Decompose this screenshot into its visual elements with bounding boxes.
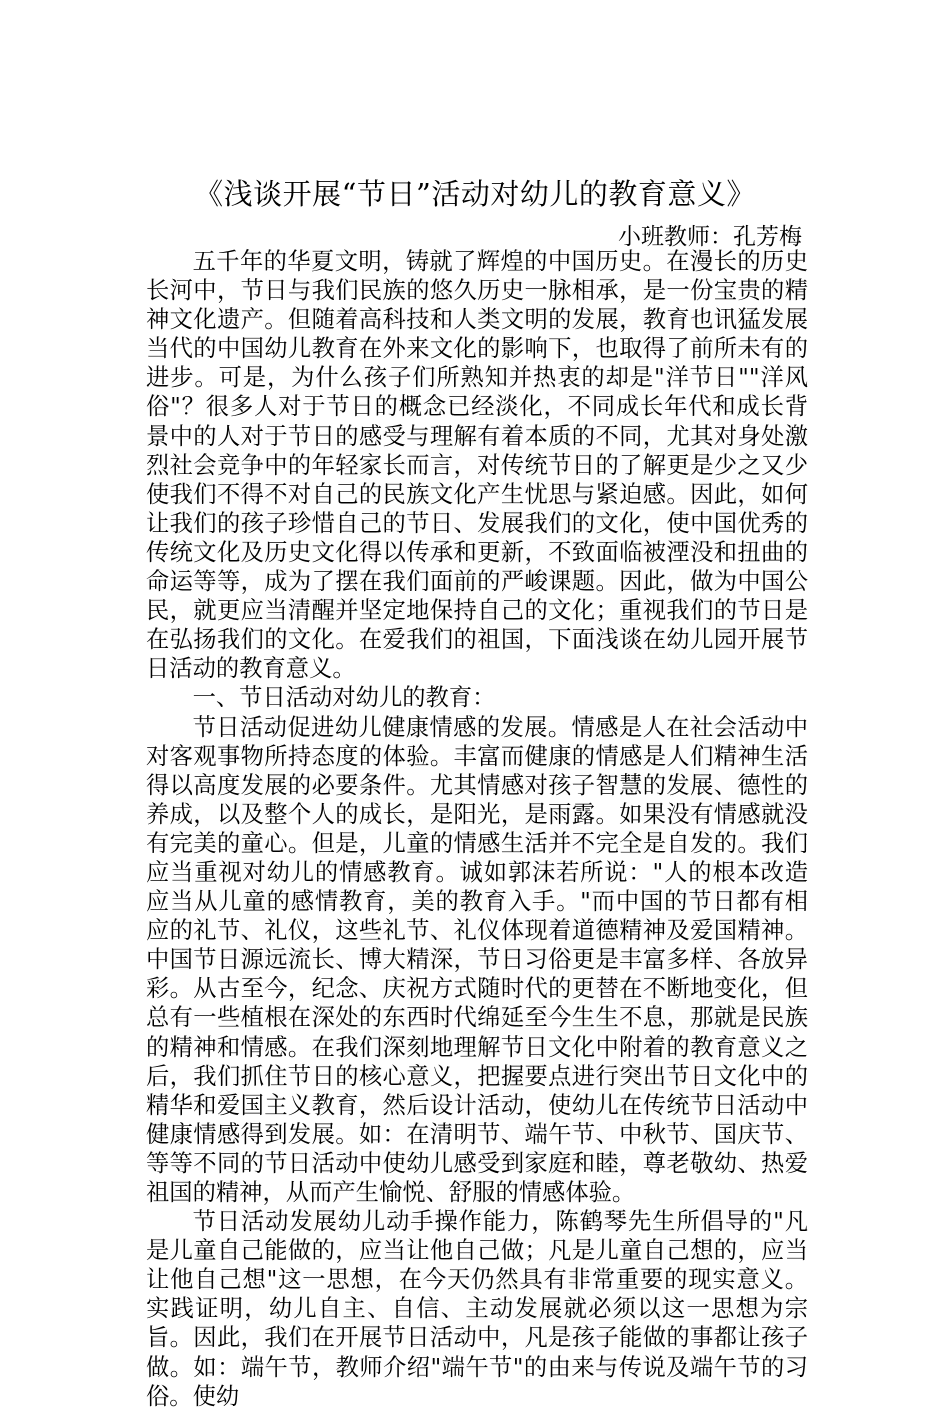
- section-heading-1: 一、节日活动对幼儿的教育：: [192, 684, 496, 712]
- paragraph-emotion: 节日活动促进幼儿健康情感的发展。情感是人在社会活动中对客观事物所持态度的体验。丰富而健康的情感是人们精神生活得以高度发展的必要条件。尤其情感对孩子智慧的发展、德性的养成，以及整个人的成长，是阳光，是雨露。如果没有情感就没有完美的童心。但是，儿童的情感生活并不完全是自发的。我们应当重视对幼儿的情感教育。诚如郭沫若所说："人的根本改造应当从儿童的感情教育，美的教育入手。"而中国的节日都有相应的礼节、礼仪，这些礼节、礼仪体现着道德精神及爱国精神。中国节日源远流长、博大精深，节日习俗更是丰富多样、各放异彩。从古至今，纪念、庆祝方式随时代的更替在不断地变化，但总有一些植根在深处的东西时代绵延至今生生不息，那就是民族的精神和情感。在我们深刻地理解节日文化中附着的教育意义之后，我们抓住节日的核心意义，把握要点进行突出节日文化中的精华和爱国主义教育，然后设计活动，使幼儿在传统节日活动中健康情感得到发展。如：在清明节、端午节、中秋节、国庆节、等等不同的节日活动中使幼儿感受到家庭和睦，尊老敬幼、热爱祖国的精神，从而产生愉悦、舒服的情感体验。: [146, 713, 808, 1206]
- document-title: 《浅谈开展“节日”活动对幼儿的教育意义》: [194, 177, 756, 211]
- document-body: [146, 247, 808, 1411]
- paragraph-intro: 五千年的华夏文明，铸就了辉煌的中国历史。在漫长的历史长河中，节日与我们民族的悠久历史一脉相承，是一份宝贵的精神文化遗产。但随着高科技和人类文明的发展，教育也讯猛发展当代的中国幼儿教育在外来文化的影响下，也取得了前所未有的进步。可是，为什么孩子们所熟知并热衷的却是"洋节日""洋风俗"？很多人对于节日的概念已经淡化，不同成长年代和成长背景中的人对于节日的感受与理解有着本质的不同，尤其对身处激烈社会竞争中的年轻家长而言，对传统节日的了解更是少之又少使我们不得不对自己的民族文化产生忧思与紧迫感。因此，如何让我们的孩子珍惜自己的节日、发展我们的文化，使中国优秀的传统文化及历史文化得以传承和更新，不致面临被湮没和扭曲的命运等等，成为了摆在我们面前的严峻课题。因此，做为中国公民，就更应当清醒并坚定地保持自己的文化；重视我们的节日是在弘扬我们的文化。在爱我们的祖国，下面浅谈在幼儿园开展节日活动的教育意义。: [146, 248, 808, 683]
- paragraph-handson: 节日活动发展幼儿动手操作能力，陈鹤琴先生所倡导的"凡是儿童自己能做的，应当让他自己做；凡是儿童自己想的，应当让他自己想"这一思想，在今天仍然具有非常重要的现实意义。实践证明，幼儿自主、自信、主动发展就必须以这一思想为宗旨。因此，我们在开展节日活动中，凡是孩子能做的事都让孩子做。如：端午节，教师介绍"端午节"的由来与传说及端午节的习俗。使幼: [146, 1208, 808, 1410]
- author-line: 小班教师：孔芳梅: [618, 224, 802, 250]
